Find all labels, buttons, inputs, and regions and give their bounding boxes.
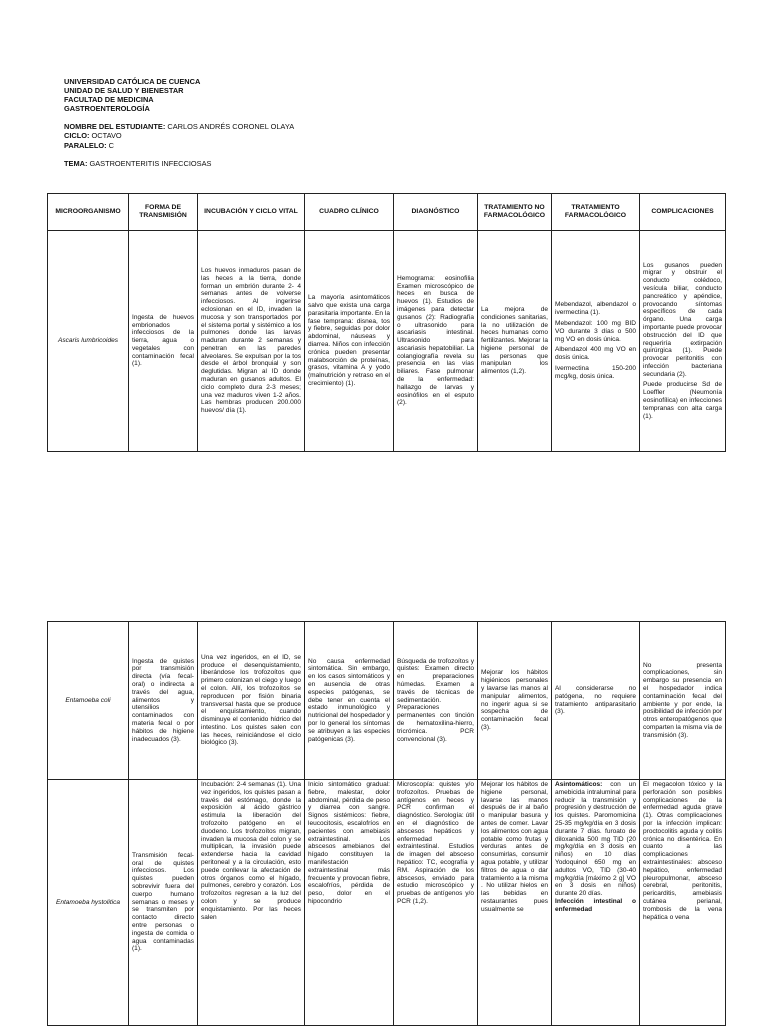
organism-cell: Ascaris lumbricoides bbox=[48, 231, 129, 452]
student-line bbox=[64, 122, 294, 131]
university-name: UNIVERSIDAD CATÓLICA DE CUENCA bbox=[64, 77, 201, 86]
infections-table-page2 bbox=[47, 621, 726, 1026]
col-header-incubation: INCUBACIÓN Y CICLO VITAL bbox=[198, 194, 305, 231]
pharm-paragraph: Mebendazol, albendazol o ivermectina (1). bbox=[555, 301, 636, 317]
non-pharm-cell: Mejorar los hábitos higiénicos personales y lavarse las manos al manipular alimentos, no ingerir agua si se sospecha de contaminación fecal (3). bbox=[478, 622, 552, 780]
diagnosis-cell: Hemograma: eosinofilia Examen microscópico de heces en busca de huevos (1). Estudios de imágenes para detectar gusanos (2): Radiografía o ultrasonido para ascariasis intestinal. Ultrasonido para ascariasis hepatobiliar. La colangiografía revela su presencia en las vías biliares. Fase pulmonar de la enfermedad: hallazgo de larvas y eosinófilos en el esputo (2). bbox=[394, 231, 478, 452]
pharm-paragraph: Ivermectina 150-200 mcg/kg, dosis única. bbox=[555, 364, 636, 380]
incubation-cell: Los huevos inmaduros pasan de las heces a la tierra, donde forman un embrión durante 2- 4 semanas antes de volverse infecciosos. Al ingerirse eclosionan en el ID, invaden la mucosa y son transportados por el sistema portal y sistémico a los pulmones donde las larvas maduran durante 2 semanas y penetran en las paredes alveolares. Se expulsan por la tos desde el árbol bronquial y son deglutidas. Migran al ID donde maduran en gusanos adultos. El ciclo completo dura 2-3 meses; una vez maduros viven 1-2 años. Las hembras producen 200.000 huevos/ día (1). bbox=[198, 231, 305, 452]
diagnosis-cell: Microscopía: quistes y/o trofozoítos. Pruebas de antígenos en heces y PCR confirman el diagnóstico. Serología: útil en el diagnóstico de abscesos hepáticos y enfermedad extraintestinal. Estudios de imagen del absceso hepático: TC, ecografía y RM. Aspiración de los abscesos, enviado para estudio microscópico y pruebas de antígenos y/o PCR (1,2). bbox=[394, 780, 478, 1026]
unit-name: UNIDAD DE SALUD Y BIENESTAR bbox=[64, 86, 184, 96]
col-header-complications: COMPLICACIONES bbox=[640, 194, 726, 231]
pharm-intestinal-title: Infección intestinal o enfermedad bbox=[555, 897, 636, 913]
col-header-pharm: TRATAMIENTO FARMACOLÓGICO bbox=[552, 194, 640, 231]
infections-table-page1 bbox=[47, 193, 726, 452]
table-header-row bbox=[48, 194, 726, 231]
transmission-cell: Transmisión fecal-oral de quistes infecciosos. Los quistes pueden sobrevivir fuera del cuerpo humano semanas o meses y se transmiten por contacto directo entre personas o ingesta de comida o agua contaminadas (1). bbox=[129, 780, 198, 1026]
subject-name: GASTROENTEROLOGÍA bbox=[64, 104, 150, 114]
cycle-value: OCTAVO bbox=[91, 131, 122, 141]
table-row bbox=[48, 231, 726, 452]
clinical-cell: No causa enfermedad sintomática. Sin embargo, en los casos sintomáticos y en ausencia de otras especies patógenas, se debe tener en cuenta el estado inmunológico y nutricional del hospedador y por lo general los síntomas se atribuyen a las especies patógenicas (3). bbox=[305, 622, 394, 780]
topic-value: GASTROENTERITIS INFECCIOSAS bbox=[89, 158, 212, 168]
non-pharm-cell: Mejorar los hábitos de higiene personal, lavarse las manos después de ir al baño o manipular basura y antes de comer. Lavar los alimentos con agua potable como frutas y verduras antes de consumirlas, consumir agua potable, y utilizar filtros de agua o dar tratamiento a la misma . No utilizar hielos en las bebidas en restaurantes pues usualmente se bbox=[478, 780, 552, 1026]
pharm-cell bbox=[552, 231, 640, 452]
col-header-transmission: FORMA DE TRANSMISIÓN bbox=[129, 194, 198, 231]
clinical-cell: La mayoría asintomáticos salvo que exista una carga parasitaria importante. En la fase temprana: disnea, tos y fiebre, seguidas por dolor abdominal, náuseas y diarrea. Niños con infección crónica pueden presentar malabsorción de proteínas, grasos, vitamina A y yodo (malnutrición y retraso en el crecimiento) (1). bbox=[305, 231, 394, 452]
topic-line bbox=[64, 159, 294, 168]
student-label: NOMBRE DEL ESTUDIANTE: bbox=[64, 122, 166, 132]
complications-paragraph: Los gusanos pueden migrar y obstruir el conducto colédoco, vesícula biliar, conducto pancreático y apéndice, provocando síntomas específicos de cada órgano. Una carga importante puede provocar obstrucción del ID que requeriría extirpación quirúrgica (1). Puede provocar peritonitis con infección bacteriana secundaria (2). bbox=[643, 261, 722, 378]
complications-cell bbox=[640, 231, 726, 452]
col-header-clinical: CUADRO CLÍNICO bbox=[305, 194, 394, 231]
transmission-cell: Ingesta de quistes por transmisión directa (vía fecal-oral) o indirecta a través del agua, alimentos y utensilios contaminados con materia fecal o por hábitos de higiene inadecuados (3). bbox=[129, 622, 198, 780]
pharm-paragraph: Albendazol 400 mg VO en dosis única. bbox=[555, 346, 636, 362]
complications-cell: No presenta complicaciones, sin embargo su presencia en el hospedador indica contaminación fecal del ambiente y por ende, la posibilidad de infección por otros enteropatógenos que comparten la misma vía de transmisión (3). bbox=[640, 622, 726, 780]
pharm-cell bbox=[552, 780, 640, 1026]
col-header-non-pharm: TRATAMIENTO NO FARMACOLÓGICO bbox=[478, 194, 552, 231]
faculty-name: FACULTAD DE MEDICINA bbox=[64, 95, 154, 105]
col-header-diagnosis: DIAGNÓSTICO bbox=[394, 194, 478, 231]
document-header bbox=[64, 77, 294, 168]
pharm-asymptomatic-text: con un amebicida intraluminal para reducir la transmisión y progresión y destrucción de los quistes. Paromomicina 25-35 mg/kg/día en 3 dosis durante 7 días. furoato de diloxanida 500 mg TID (20 mg/kg/día en 3 dosis en niños) en 10 días Yodoquinol 650 mg en adultos VO, TID (30-40 mg/kg/día [máximo 2 g] VO en 3 dosis en niños) durante 20 días. bbox=[555, 781, 636, 898]
student-value: CARLOS ANDRÉS CORONEL OLAYA bbox=[167, 122, 295, 132]
table-row bbox=[48, 780, 726, 1026]
complications-cell: El megacolon tóxico y la perforación son posibles complicaciones de la enfermedad aguda grave (1). Otras complicaciones por la infección implican: proctocolitis aguda y colitis crónica no disentérica. En cuanto a las complicaciones extraintestinales: absceso hepático, enfermedad pleuropulmonar, absceso cerebral, peritonitis, pericarditis, amebiasis cutánea perianal, trombosis de la vena hepática o vena bbox=[640, 780, 726, 1026]
complications-paragraph: Puede producirse Sd de Loeffler (Neumonía eosinofílica) en infecciones tempranas con alta carga (1). bbox=[643, 381, 722, 420]
transmission-cell: Ingesta de huevos embrionados infecciosos de la tierra, agua o vegetales con contaminación fecal (1). bbox=[129, 231, 198, 452]
incubation-cell: Incubación: 2-4 semanas (1). Una vez ingeridos, los quistes pasan a través del estómago, donde la exposición al ácido gástrico estimula la liberación del trofozoito patógeno en el duodeno. Los trofozoítos migran, invaden la mucosa del colon y se multiplican, la invasión puede extenderse hacia la cavidad peritoneal y a la circulación, esto puede conllevar la afectación de otros órganos como el hígado, pulmones, cerebro y corazón. Los trofozoítos regresan a la luz del colon y se produce enquistamiento. Por las heces salen bbox=[198, 780, 305, 1026]
incubation-cell: Una vez ingeridos, en el ID, se produce el desenquistamiento, liberándose los trofozoítos que primero colonizan el ciego y luego el colon. Allí, los trofozoítos se reproducen por fisión binaria transversal hasta que se produce el enquistamiento, cuando disminuye el contenido hídrico del intestino. Los quistes salen con las heces, reiniciándose el ciclo biológico (3). bbox=[198, 622, 305, 780]
cycle-line bbox=[64, 131, 294, 140]
group-line bbox=[64, 141, 294, 150]
pharm-paragraph: Mebendazol: 100 mg BID VO durante 3 días o 500 mg VO en dosis única. bbox=[555, 320, 636, 343]
group-value: C bbox=[108, 140, 114, 150]
group-label: PARALELO: bbox=[64, 140, 107, 150]
pharm-asymptomatic-title: Asintomáticos: bbox=[555, 781, 603, 788]
cycle-label: CICLO: bbox=[64, 131, 90, 141]
pharm-cell: Al considerarse no patógena, no requiere tratamiento antiparasitario (3). bbox=[552, 622, 640, 780]
organism-cell: Entamoeba coli bbox=[48, 622, 129, 780]
col-header-organism: MICROORGANISMO bbox=[48, 194, 129, 231]
non-pharm-cell: La mejora de condiciones sanitarias, la no utilización de heces humanas como fertilizantes. Mejorar la higiene personal de las personas que manipulan los alimentos (1,2). bbox=[478, 231, 552, 452]
topic-label: TEMA: bbox=[64, 158, 88, 168]
table-row bbox=[48, 622, 726, 780]
organism-cell: Entamoeba hystolitica bbox=[48, 780, 129, 1026]
clinical-cell: Inicio sintomático gradual: fiebre, malestar, dolor abdominal, pérdida de peso y diarrea con sangre. Signos sistémicos: fiebre, leucocitosis, escalofríos en pacientes con amebiasis extraintestinal. Los abscesos amebianos del hígado constituyen la manifestación extraintestinal más frecuente y provocan fiebre, escalofríos, pérdida de peso, dolor en el hipocondrio bbox=[305, 780, 394, 1026]
diagnosis-cell: Búsqueda de trofozoítos y quistes: Examen directo en preparaciones húmedas. Examen a través de técnicas de sedimentación. Preparaciones permanentes con tinción de hematoxilina-hierro, tricrómica. PCR convencional (3). bbox=[394, 622, 478, 780]
